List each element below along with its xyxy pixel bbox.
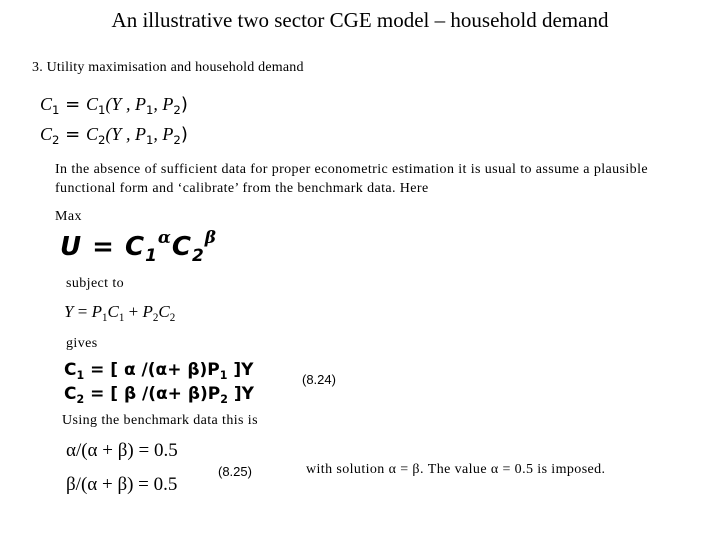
benchmark-text: Using the benchmark data this is	[62, 413, 258, 428]
solution-equation-2: $C_2$ = [ β $/(\alpha+ \beta)P_2$ ]Y	[64, 384, 254, 406]
demand-equation-1: $C_1 = C_1(Y$ , $P_1$, $P_2$)	[40, 94, 188, 118]
solution-equation-1: $C_1$ = [ α $/(\alpha+ \beta)P_1$ ]Y	[64, 360, 254, 382]
solution-note: with solution α = β. The value α = 0.5 is imposed.	[306, 462, 606, 477]
equation-number-8-24: (8.24)	[302, 372, 336, 387]
max-label: Max	[55, 209, 82, 224]
utility-function: $U = C_1^\alpha C_2^\beta$	[60, 227, 217, 265]
slide-title: An illustrative two sector CGE model – household demand	[111, 8, 609, 32]
section-heading: 3. Utility maximisation and household demand	[32, 60, 304, 75]
equation-number-8-25: (8.25)	[218, 464, 252, 479]
calibration-equation-alpha: α/(α + β) = 0.5	[66, 440, 178, 461]
budget-constraint: $Y = P_1C_1 + P_2C_2$	[64, 302, 176, 324]
gives-label: gives	[66, 336, 98, 351]
subject-to-label: subject to	[66, 276, 125, 291]
calibration-paragraph: In the absence of sufficient data for proper econometric estimation it is usual to assume a plausible functional form and ‘calibrate’ from the benchmark data. Here	[55, 162, 648, 196]
demand-equation-2: $C_2 = C_2(Y$ , $P_1$, $P_2$)	[40, 124, 188, 148]
calibration-equation-beta: β/(α + β) = 0.5	[66, 474, 178, 495]
